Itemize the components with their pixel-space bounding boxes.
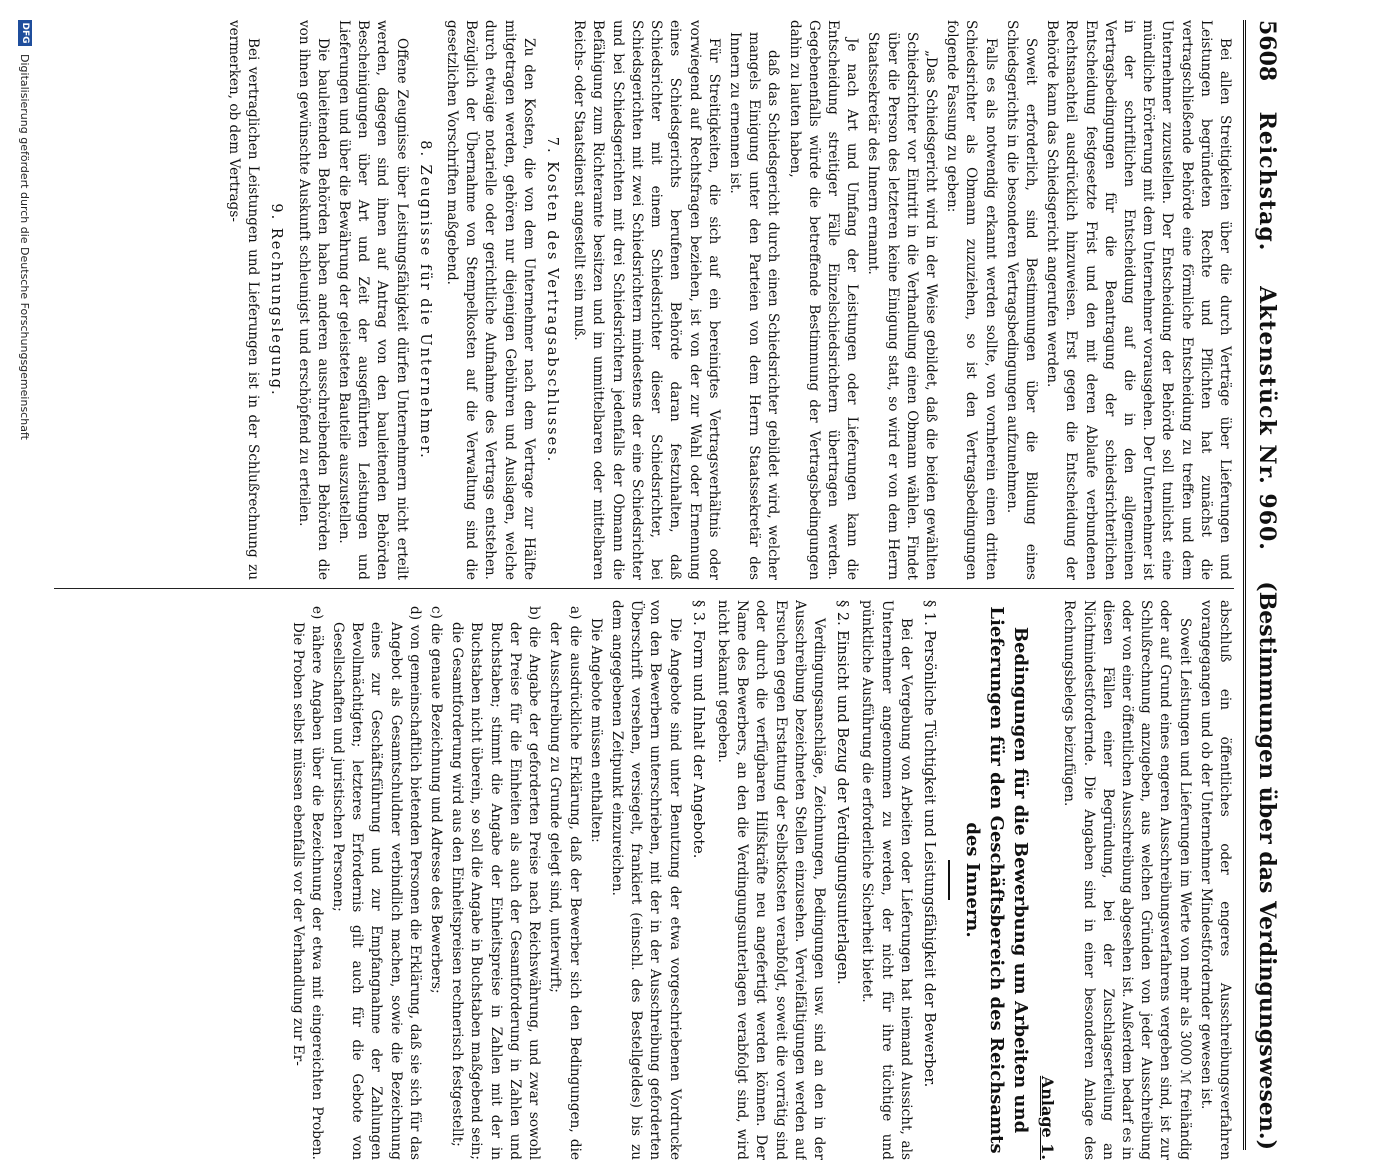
- list-item: c) die genaue Bezeichnung und Adresse des Bewerbers;: [428, 606, 445, 994]
- title-rule: [948, 860, 950, 900]
- section-title: § 1. Persönliche Tüchtigkeit und Leistungsfähigkeit der Bewerber.: [920, 600, 937, 1088]
- section-title: § 3. Form und Inhalt der Angebote.: [689, 600, 706, 859]
- paragraph: Die Angebote müssen enthalten:: [587, 618, 604, 843]
- page-header: [1243, 20, 1288, 1150]
- list-item: e) nähere Angaben über die Bezeichnung der etwa mit eingereichten Proben. Die Proben selbst müssen ebenfalls vor der Verhandlung zur Er-: [289, 606, 325, 1160]
- paragraph: Falls es als notwendig erkannt werden sollte, von vornherein einen dritten Schiedsrichter als Obmann zuzuziehen, so ist den Vertragsbedingungen folgende Fassung zu geben:: [944, 20, 999, 580]
- paragraph: Soweit erforderlich, sind Bestimmungen über die Bildung eines Schiedsgerichts in die besonderen Vertragsbedingungen aufzunehmen.: [1003, 20, 1039, 580]
- paragraph: Für Streitigkeiten, die sich auf ein bereinigtes Vertragsverhältnis oder vorwiegend auf Rechtsfragen beziehen, ist von der zur Wahl oder Ernennung eines Schiedsgerichts berufenen Behörde daran festzuhalten, daß Schiedsrichter mit einem Schiedsrichter dieser Schiedsrichter, bei Schiedsgerichten mit zwei Schiedsrichtern mindestens der eine Schiedsrichter und bei Schiedsgerichten mit drei Schiedsrichtern jedenfalls der Obmann die Befähigung zum Richteramte besitzen und im unmittelbaren oder mittelbaren Reichs- oder Staatsdienst angestellt sein muß.: [571, 20, 722, 580]
- section-heading: 7. Kosten des Vertragsabschlusses.: [544, 136, 561, 464]
- paragraph: Die bauleitenden Behörden haben anderen ausschreibenden Behörden die von ihnen gewünschte Auskunft schleunigst und erschöpfend zu erteilen.: [295, 20, 331, 580]
- paragraph: Bei allen Streitigkeiten über die durch Verträge über Lieferungen und Leistungen begründeten Rechte und Pflichten hat zunächst die vertragschließende Behörde eine förmliche Entscheidung zu treffen und dem Unternehmer zuzustellen. Der Entscheidung der Behörde soll tunlichst eine mündliche Erörterung mit dem Unternehmer vorausgehen. Der Unternehmer ist in der schriftlichen Entscheidung auf die in den allgemeinen Vertragsbedingungen für die Beantragung der schiedsrichterlichen Entscheidung festgesetzte Frist und den mit deren Ablaufe verbundenen Rechtsnachteil ausdrücklich hinzuweisen. Erst gegen die Entscheidung der Behörde kann das Schiedsgericht angerufen werden.: [1044, 20, 1233, 580]
- digitization-caption: Digitalisierung gefördert durch die Deutsche Forschungsgemeinschaft: [18, 54, 32, 440]
- section-heading: 9. Rechnungslegung.: [268, 203, 285, 397]
- annex-label: Anlage 1.: [1038, 1075, 1058, 1160]
- page-number: 5608: [1254, 20, 1280, 82]
- paragraph: Offene Zeugnisse über Leistungsfähigkeit dürfen Unternehmern nicht erteilt werden, dagegen sind ihnen auf Antrag von den bauleitenden Behörden Bescheinigungen über Art und Zeit der ausgeführten Leistungen und Lieferungen und über die Bewährung der geleisteten Bauteile auszustellen.: [336, 20, 410, 580]
- paragraph: Zu den Kosten, die von dem Unternehmer nach dem Vertrage zur Hälfte mitgetragen werden, gehören nur diejenigen Gebühren und Auslagen, welche durch etwaige notarielle oder gerichtliche Aufnahme des Vertrags entstehen. Bezüglich der Übernahme von Stempelkosten auf die Verwaltung sind die gesetzlichen Vorschriften maßgebend.: [444, 20, 537, 580]
- left-column: [54, 20, 1234, 580]
- paragraph: Soweit Leistungen und Lieferungen im Werte von mehr als 3000 ℳ freihändig oder auf Grund eines engeren Ausschreibungsverfahrens vergeben sind, ist zur Schlußrechnung anzugeben, aus welchen Gründen von jeder Ausschreibung oder von einer öffentlichen Ausschreibung abgesehen ist. Außerdem bedarf es in diesen Fällen einer Begründung, bei der Zuschlagserteilung an Nichtmindestfordernde. Die Angaben sind in einer besonderen Anlage des Rechnungsbelegs beizufügen.: [1061, 600, 1193, 1160]
- list-item: a) die ausdrückliche Erklärung, daß der Bewerber sich den Bedingungen, die der Ausschreibung zu Grunde gelegt sind, unterwirft;: [547, 606, 583, 1160]
- column-divider: [54, 588, 1234, 589]
- header-left-title: Reichstag.: [1254, 111, 1280, 252]
- header-title: [1254, 81, 1280, 581]
- section-title: § 2. Einsicht und Bezug der Verdingungsunterlagen.: [834, 600, 851, 985]
- paragraph: Bei der Vergebung von Arbeiten oder Lieferungen hat niemand Aussicht, als Unternehmer angenommen zu werden, der nicht für ihre tüchtige und pünktliche Ausführung die erforderliche Sicherheit bietet.: [859, 600, 914, 1160]
- right-column: [54, 600, 1234, 1160]
- paragraph: Die Angebote sind unter Benutzung der etwa vorgeschriebenen Vordrucke von den Bewerbern unterschrieben, mit der in der Ausschreibung geforderten Überschrift versehen, versiegelt, frankiert (einschl. des Bestellgeldes) bis zu dem angegebenen Zeitpunkt einzureichen.: [608, 600, 683, 1160]
- list-item: b) die Angabe der geforderten Preise nach Reichswährung, und zwar sowohl der Preise für die Einheiten als auch der Gesamtforderung in Zahlen und Buchstaben; stimmt die Angabe der Einheitspreise in Zahlen mit der in Buchstaben nicht überein, so soll die Angabe in Buchstaben maßgebend sein; die Gesamtforderung wird aus den Einheitspreisen rechnerisch festgestellt;: [449, 606, 543, 1160]
- section-heading: 8. Zeugnisse für die Unternehmer.: [416, 140, 433, 460]
- paragraph: Je nach Art und Umfang der Leistungen oder Lieferungen kann die Entscheidung streitiger Fälle Einzelschiedsrichtern übertragen werden. Gegebenenfalls würde die betreffende Bestimmung der Vertragsbedingungen dahin zu lauten haben,: [786, 20, 861, 580]
- paragraph: „Das Schiedsgericht wird in der Weise gebildet, daß die beiden gewählten Schiedsrichter vor Eintritt in die Verhandlung einen Obmann wählen. Findet über die Person des letzteren keine Einigung statt, so wird er von dem Herrn Staatssekretär des Innern ernannt.: [865, 32, 939, 580]
- annex-title: Bedingungen für die Bewerbung um Arbeiten und Lieferungen für den Geschäftsbereich des Reichsamts des Innern.: [961, 606, 1031, 1154]
- header-center-title: Aktenstück Nr. 960.: [1254, 286, 1280, 551]
- paragraph: abschluß ein öffentliches oder engeres Ausschreibungsverfahren vorangegangen und ob der Unternehmer Mindestfordernder gewesen ist.: [1197, 600, 1233, 1160]
- digitization-footer: [18, 20, 32, 980]
- paragraph: daß das Schiedsgericht durch einen Schiedsrichter gebildet wird, welcher mangels Einigung unter den Parteien von dem Herrn Staatssekretär des Innern zu ernennen ist.: [726, 32, 782, 580]
- dfg-logo: DFG: [18, 20, 32, 46]
- list-item: d) von gemeinschaftlich bietenden Personen die Erklärung, daß sie sich für das Angebot als Gesamtschuldner verbindlich machen, sowie die Bezeichnung eines zur Geschäftsführung und zur Empfangnahme der Zahlungen Bevollmächtigten; letzteres Erfordernis gilt auch für die Gebote von Gesellschaften und juristischen Personen;: [330, 606, 423, 1160]
- paragraph: Bei vertraglichen Leistungen und Lieferungen ist in der Schlußrechnung zu vermerken, ob dem Vertrags-: [226, 20, 262, 580]
- header-right-title: (Bestimmungen über das Verdingungswesen.): [1254, 581, 1280, 1150]
- paragraph: Verdingungsanschläge, Zeichnungen, Bedingungen usw. sind an den in der Ausschreibung bezeichneten Stellen einzusehen. Vervielfältigungen werden auf Ersuchen gegen Erstattung der Selbstkosten verabfolgt, soweit die vorrätig sind oder durch die verfügbaren Hilfskräfte neu angefertigt werden können. Der Name des Bewerbers, an den die Verdingungsunterlagen verabfolgt sind, wird nicht bekannt gegeben.: [714, 600, 827, 1160]
